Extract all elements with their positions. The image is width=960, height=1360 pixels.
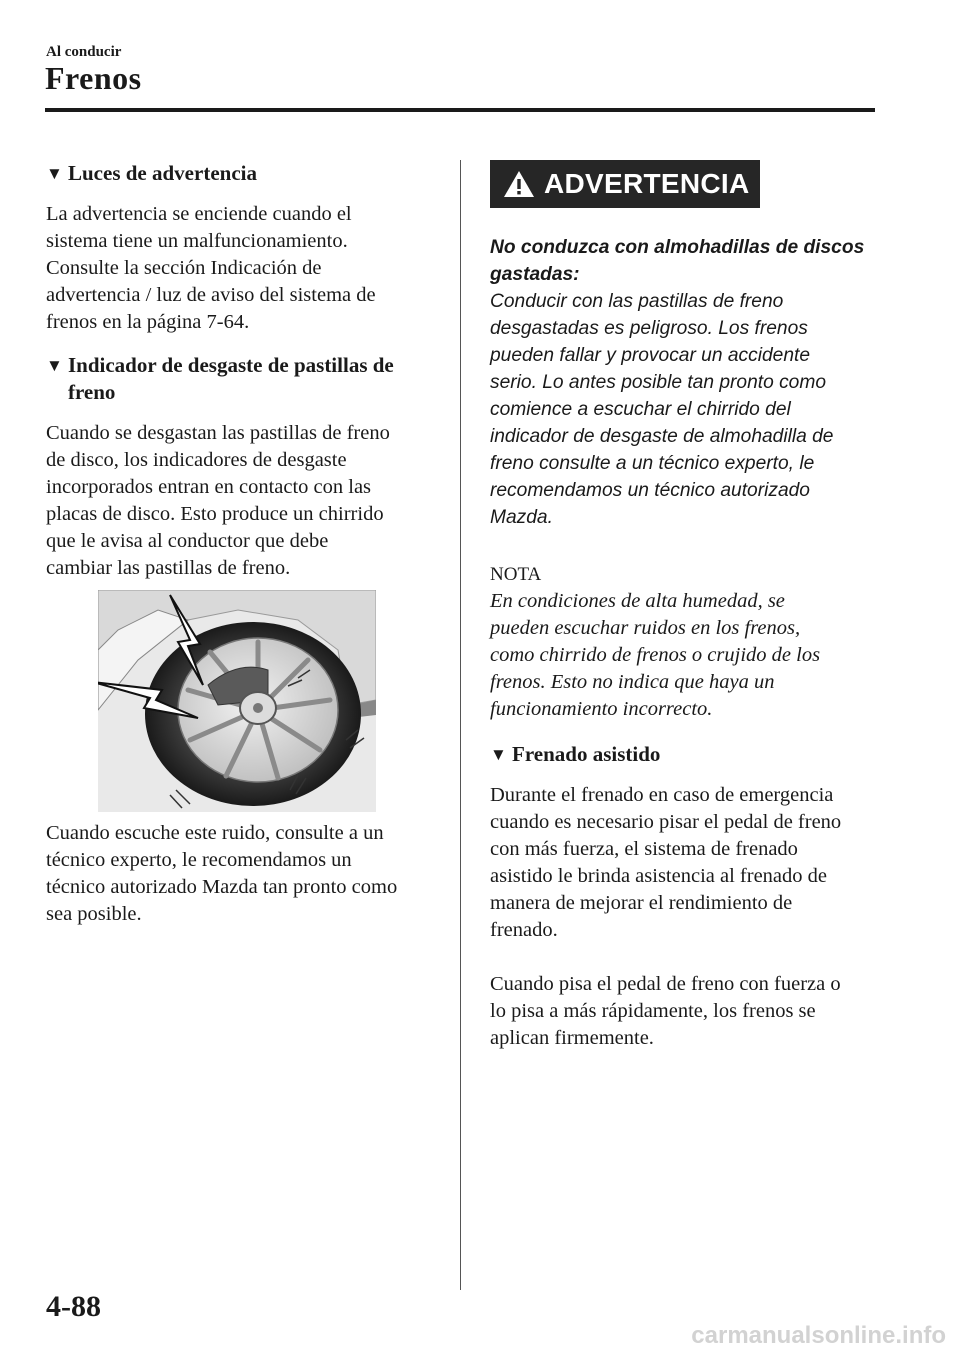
paragraph-brake-assist-1 bbox=[490, 782, 882, 944]
right-column bbox=[490, 160, 882, 1052]
warning-banner bbox=[490, 160, 760, 208]
text-line: Cuando pisa el pedal de freno con fuerza o bbox=[490, 973, 841, 995]
text-line: que le avisa al conductor que debe bbox=[46, 530, 329, 552]
text-line: cuando es necesario pisar el pedal de freno bbox=[490, 811, 842, 833]
text-line: lo pisa a más rápidamente, los frenos se bbox=[490, 1000, 816, 1022]
text-line: Mazda. bbox=[490, 507, 553, 528]
text-line: como chirrido de frenos o crujido de los bbox=[490, 644, 821, 666]
paragraph-wear-indicator bbox=[46, 420, 438, 582]
text-line: frenos en la página 7-64. bbox=[46, 311, 250, 333]
paragraph-brake-assist-2 bbox=[490, 971, 882, 1052]
text-line: comience a escuchar el chirrido del bbox=[490, 399, 791, 420]
text-line: aplican firmemente. bbox=[490, 1027, 654, 1049]
text-line: sistema tiene un malfuncionamiento. bbox=[46, 230, 348, 252]
warning-title-line: gastadas: bbox=[490, 264, 580, 285]
watermark: carmanualsonline.info bbox=[691, 1322, 946, 1349]
warning-label: ADVERTENCIA bbox=[544, 168, 750, 199]
text-line: recomendamos un técnico autorizado bbox=[490, 480, 810, 501]
text-line: desgastadas es peligroso. Los frenos bbox=[490, 318, 808, 339]
text-line: asistido le brinda asistencia al frenado de bbox=[490, 865, 827, 887]
text-line: con más fuerza, el sistema de frenado bbox=[490, 838, 798, 860]
text-line: La advertencia se enciende cuando el bbox=[46, 203, 352, 225]
warning-body bbox=[490, 234, 882, 531]
page-number: 4-88 bbox=[46, 1290, 101, 1323]
warning-title-line: No conduzca con almohadillas de discos bbox=[490, 237, 865, 258]
text-line: incorporados entran en contacto con las bbox=[46, 476, 372, 498]
brake-wheel-illustration bbox=[98, 590, 376, 812]
note-text bbox=[490, 588, 882, 723]
note-label: NOTA bbox=[490, 564, 542, 585]
text-line: frenado. bbox=[490, 919, 558, 941]
triangle-down-icon: ▼ bbox=[46, 164, 63, 183]
text-line: freno consulte a un técnico experto, le bbox=[490, 453, 815, 474]
text-line: funcionamiento incorrecto. bbox=[490, 698, 713, 720]
paragraph-after-image bbox=[46, 820, 438, 928]
text-line: técnico experto, le recomendamos un bbox=[46, 849, 352, 871]
column-divider bbox=[460, 160, 461, 1290]
warning-triangle-icon bbox=[502, 169, 536, 199]
section-heading-wear-indicator bbox=[46, 352, 438, 406]
triangle-down-icon: ▼ bbox=[490, 745, 507, 764]
text-line: cambiar las pastillas de freno. bbox=[46, 557, 291, 579]
section-heading-brake-assist bbox=[490, 741, 882, 768]
text-line: Conducir con las pastillas de freno bbox=[490, 291, 784, 312]
text-line: Cuando se desgastan las pastillas de freno bbox=[46, 422, 390, 444]
section-heading-warning-lights bbox=[46, 160, 438, 187]
text-line: Consulte la sección Indicación de bbox=[46, 257, 322, 279]
text-line: Durante el frenado en caso de emergencia bbox=[490, 784, 834, 806]
text-line: manera de mejorar el rendimiento de bbox=[490, 892, 793, 914]
text-line: sea posible. bbox=[46, 903, 142, 925]
text-line: frenos. Esto no indica que haya un bbox=[490, 671, 775, 693]
heading-text: Frenado asistido bbox=[512, 742, 661, 766]
heading-text: Luces de advertencia bbox=[68, 161, 257, 185]
text-line: En condiciones de alta humedad, se bbox=[490, 590, 785, 612]
text-line: serio. Lo antes posible tan pronto como bbox=[490, 372, 826, 393]
heading-line: Indicador de desgaste de pastillas de bbox=[68, 353, 394, 377]
page-title: Frenos bbox=[45, 60, 142, 96]
paragraph-warning-lights bbox=[46, 201, 438, 336]
heading-line: freno bbox=[68, 380, 116, 404]
text-line: pueden fallar y provocar un accidente bbox=[490, 345, 810, 366]
breadcrumb: Al conducir bbox=[46, 44, 122, 60]
text-line: pueden escuchar ruidos en los frenos, bbox=[490, 617, 801, 639]
triangle-down-icon: ▼ bbox=[46, 356, 63, 375]
text-line: indicador de desgaste de almohadilla de bbox=[490, 426, 834, 447]
heading-text bbox=[68, 352, 394, 406]
left-column bbox=[46, 160, 438, 928]
title-rule bbox=[45, 108, 875, 112]
text-line: advertencia / luz de aviso del sistema de bbox=[46, 284, 376, 306]
text-line: Cuando escuche este ruido, consulte a un bbox=[46, 822, 384, 844]
text-line: técnico autorizado Mazda tan pronto como bbox=[46, 876, 398, 898]
text-line: placas de disco. Esto produce un chirrido bbox=[46, 503, 384, 525]
text-line: de disco, los indicadores de desgaste bbox=[46, 449, 347, 471]
